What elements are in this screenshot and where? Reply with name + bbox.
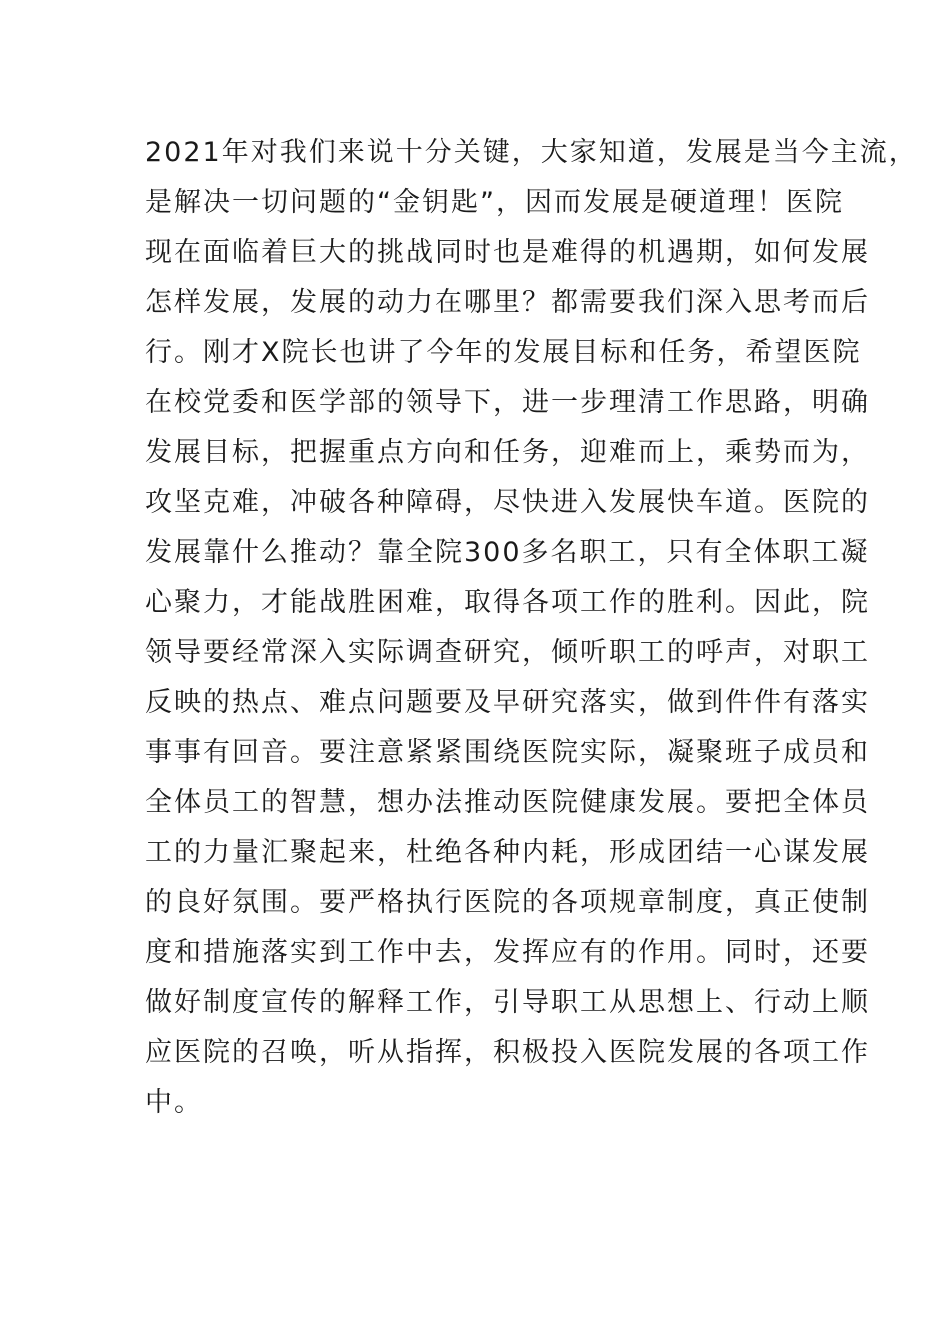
text-line: 发展目标，把握重点方向和任务，迎难而上，乘势而为， bbox=[145, 437, 870, 468]
text-line: 全体员工的智慧，想办法推动医院健康发展。要把全体员 bbox=[145, 787, 870, 818]
text-line: 的良好氛围。要严格执行医院的各项规章制度，真正使制 bbox=[145, 887, 870, 918]
text-line: 领导要经常深入实际调查研究，倾听职工的呼声，对职工 bbox=[145, 637, 870, 668]
text-line: 攻坚克难，冲破各种障碍，尽快进入发展快车道。医院的 bbox=[145, 487, 870, 518]
text-line: 事事有回音。要注意紧紧围绕医院实际，凝聚班子成员和 bbox=[145, 737, 870, 768]
text-line: 行。刚才X院长也讲了今年的发展目标和任务，希望医院 bbox=[145, 337, 862, 368]
body-paragraph bbox=[145, 128, 918, 1128]
text-line: 度和措施落实到工作中去，发挥应有的作用。同时，还要 bbox=[145, 937, 870, 968]
text-line: 心聚力，才能战胜困难，取得各项工作的胜利。因此，院 bbox=[145, 587, 870, 618]
text-line: 是解决一切问题的“金钥匙”，因而发展是硬道理！医院 bbox=[145, 187, 844, 218]
text-line: 工的力量汇聚起来，杜绝各种内耗，形成团结一心谋发展 bbox=[145, 837, 870, 868]
text-line: 现在面临着巨大的挑战同时也是难得的机遇期，如何发展 bbox=[145, 237, 870, 268]
text-line: 在校党委和医学部的领导下，进一步理清工作思路，明确 bbox=[145, 387, 870, 418]
text-line: 做好制度宣传的解释工作，引导职工从思想上、行动上顺 bbox=[145, 987, 870, 1018]
text-line: 2021年对我们来说十分关键，大家知道，发展是当今主流， bbox=[145, 137, 918, 168]
text-line: 发展靠什么推动？靠全院300多名职工，只有全体职工凝 bbox=[145, 537, 870, 568]
text-line: 反映的热点、难点问题要及早研究落实，做到件件有落实 bbox=[145, 687, 870, 718]
text-line: 应医院的召唤，听从指挥，积极投入医院发展的各项工作 bbox=[145, 1037, 870, 1068]
text-line: 怎样发展，发展的动力在哪里？都需要我们深入思考而后 bbox=[145, 287, 870, 318]
text-line: 中。 bbox=[145, 1087, 203, 1118]
